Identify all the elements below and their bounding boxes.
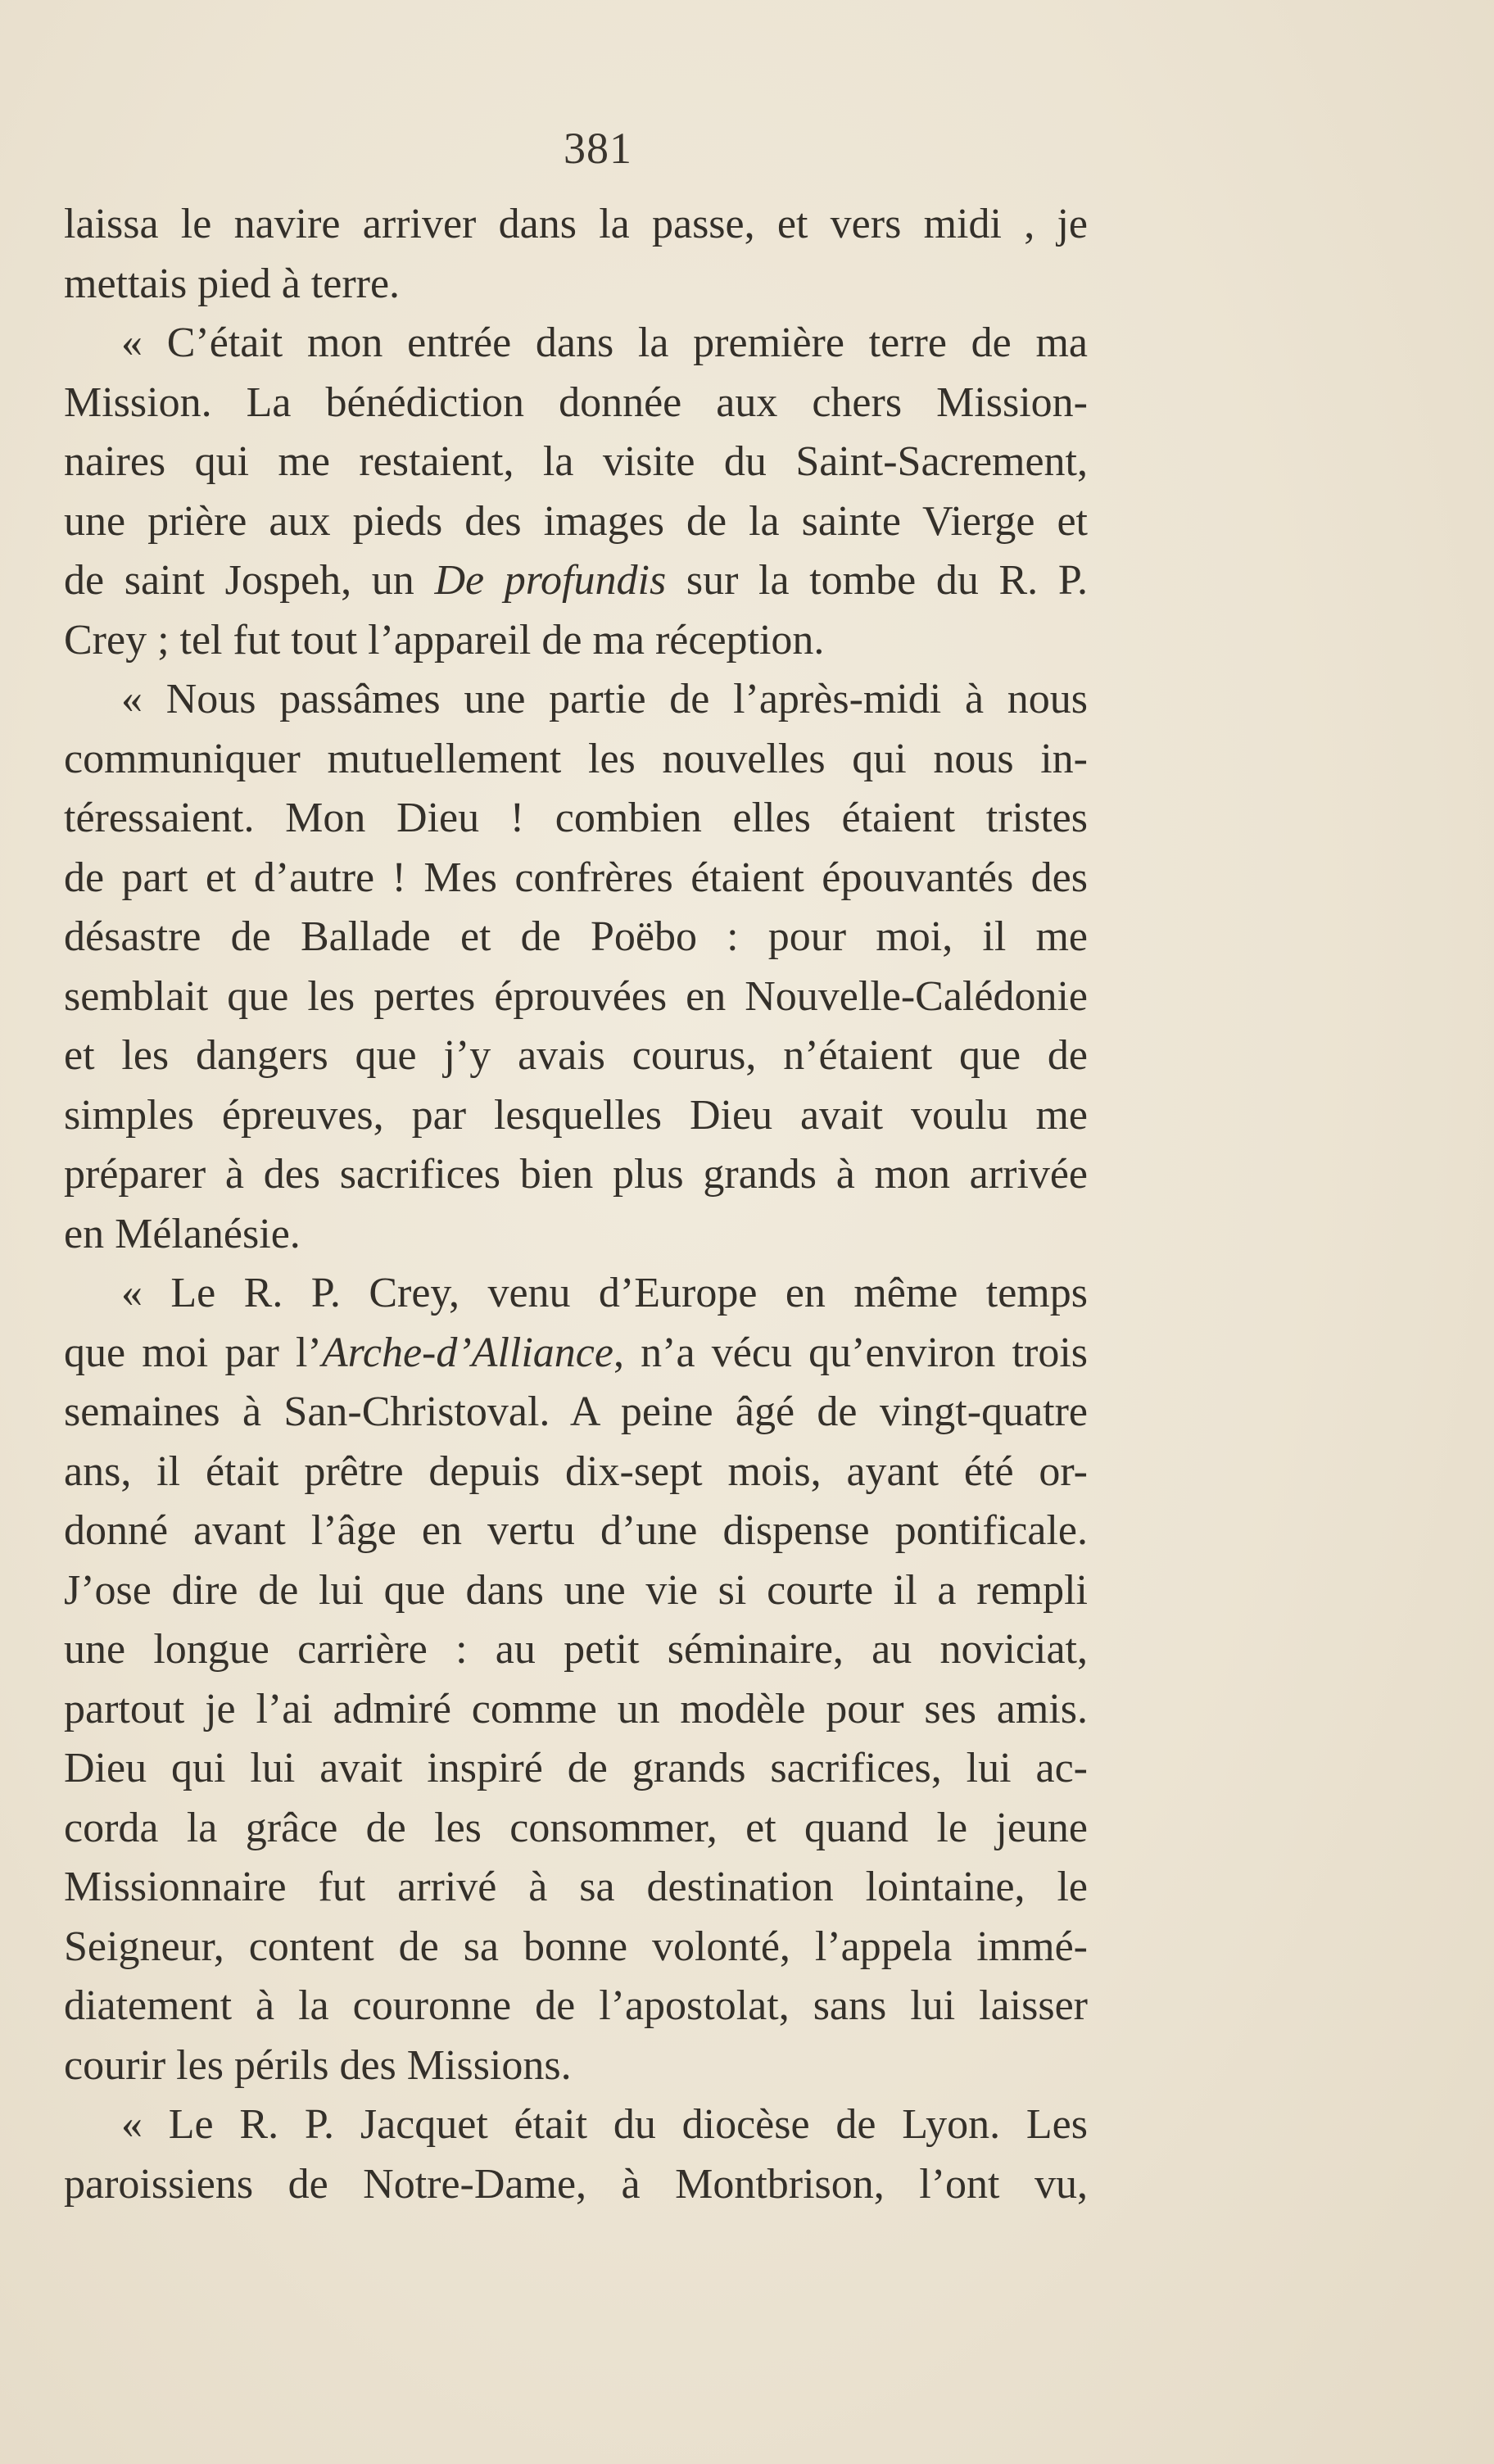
page-number: 381 [564, 124, 632, 173]
text-line: Seigneur, content de sa bonne volonté, l’appela immé- [64, 1923, 1088, 1970]
text-line: mettais pied à terre. [64, 260, 401, 307]
text-line: simples épreuves, par lesquelles Dieu avait voulu me [64, 1091, 1088, 1139]
italic-title: Arche-d’Alliance [321, 1329, 613, 1376]
text-run: sur la tombe du R. P. [666, 557, 1088, 604]
text-line: de part et d’autre ! Mes confrères étaient épouvantés des [64, 854, 1088, 901]
text-line: et les dangers que j’y avais courus, n’étaient que de [64, 1032, 1088, 1079]
text-line: Mission. La bénédiction donnée aux chers Mission- [64, 378, 1088, 426]
text-line: diatement à la couronne de l’apostolat, sans lui laisser [64, 1982, 1088, 2029]
text-line: semblait que les pertes éprouvées en Nouvelle-Calédonie [64, 972, 1088, 1020]
text-line: en Mélanésie. [64, 1210, 301, 1257]
text-line: ans, il était prêtre depuis dix-sept mois, ayant été or- [64, 1447, 1088, 1495]
text-line: paroissiens de Notre-Dame, à Montbrison, l’ont vu, [64, 2160, 1088, 2208]
text-line: laissa le navire arriver dans la passe, et vers midi , je [64, 201, 1088, 247]
text-line: Crey ; tel fut tout l’appareil de ma réception. [64, 616, 825, 664]
text-line: communiquer mutuellement les nouvelles qui nous in- [64, 735, 1088, 782]
text-line: Missionnaire fut arrivé à sa destination lointaine, le [64, 1864, 1088, 1910]
text-line: « Nous passâmes une partie de l’après-midi à nous [121, 676, 1088, 722]
text-line: Dieu qui lui avait inspiré de grands sacrifices, lui ac- [64, 1745, 1088, 1791]
text-line: une prière aux pieds des images de la sainte Vierge et [64, 497, 1088, 545]
text-line: « C’était mon entrée dans la première terre de ma [121, 319, 1088, 366]
text-run: que moi par l’ [64, 1329, 322, 1376]
text-line: corda la grâce de les consommer, et quand le jeune [64, 1804, 1088, 1851]
text-line: naires qui me restaient, la visite du Saint-Sacrement, [64, 438, 1088, 485]
text-line: J’ose dire de lui que dans une vie si courte il a rempli [64, 1566, 1088, 1614]
text-line [64, 1324, 1088, 1384]
text-line: « Le R. P. Crey, venu d’Europe en même temps [121, 1270, 1088, 1316]
text-line: « Le R. P. Jacquet était du diocèse de Lyon. Les [121, 2101, 1088, 2148]
text-line: semaines à San-Christoval. A peine âgé de vingt-quatre [64, 1388, 1088, 1435]
text-line: courir les périls des Missions. [64, 2041, 572, 2089]
text-line: une longue carrière : au petit séminaire, au noviciat, [64, 1626, 1088, 1673]
text-line: désastre de Ballade et de Poëbo : pour moi, il me [64, 913, 1088, 960]
text-line: donné avant l’âge en vertu d’une dispense pontificale. [64, 1507, 1088, 1554]
text-line: partout je l’ai admiré comme un modèle pour ses amis. [64, 1685, 1088, 1732]
text-run: , n’a vécu qu’environ trois [613, 1329, 1089, 1376]
text-line: téressaient. Mon Dieu ! combien elles étaient tristes [64, 795, 1088, 841]
text-run: de saint Jospeh, un [64, 557, 435, 604]
body-text [64, 195, 1088, 2214]
text-line [64, 551, 1088, 611]
text-line: préparer à des sacrifices bien plus grands à mon arrivée [64, 1151, 1088, 1198]
italic-title: De profundis [434, 557, 667, 604]
